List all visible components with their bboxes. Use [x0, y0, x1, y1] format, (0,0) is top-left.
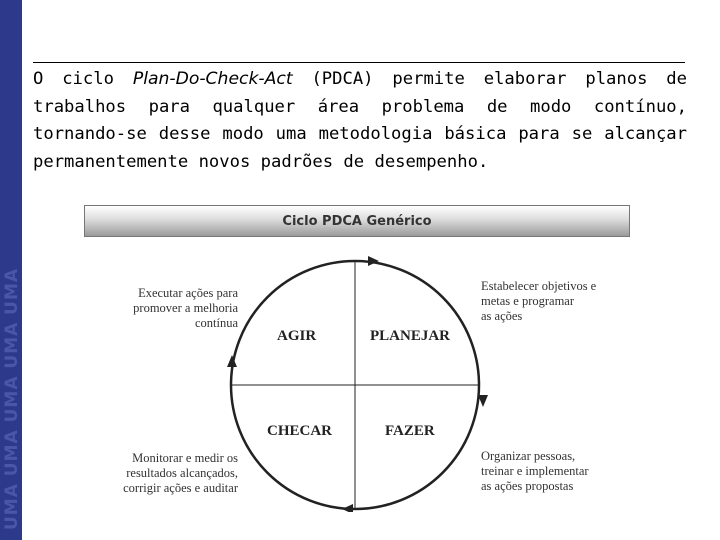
intro-text-start: O ciclo [33, 69, 133, 89]
note-checar: Monitorar e medir os resultados alcançados, corrigir ações e auditar [123, 451, 238, 495]
note-planejar: Estabelecer objetivos e metas e programar as ações [481, 279, 597, 323]
diagram-title: Ciclo PDCA Genérico [282, 214, 432, 229]
arrow-right-icon [478, 395, 488, 407]
intro-text-end: (PDCA) permite elaborar planos de trabalhos para qualquer área problema de modo contínuo, tornando-se desse modo uma metodologia básica para se alcançar permanentemente novos padrões de desempenho. [33, 69, 687, 172]
quadrant-agir: AGIR [277, 328, 317, 344]
intro-paragraph [33, 66, 687, 176]
quadrant-fazer: FAZER [385, 423, 435, 439]
pdca-diagram [78, 197, 638, 512]
quadrant-planejar: PLANEJAR [370, 328, 451, 344]
quadrant-checar: CHECAR [267, 423, 333, 439]
intro-term: Plan-Do-Check-Act [132, 69, 293, 89]
arrow-top-icon [368, 256, 379, 266]
sidebar-watermark: UMA UMA UMA UMA UMA [2, 267, 22, 530]
sidebar-decoration [0, 0, 22, 540]
note-agir: Executar ações para promover a melhoria contínua [133, 286, 238, 330]
title-rule [33, 62, 685, 63]
note-fazer: Organizar pessoas, treinar e implementar as ações propostas [481, 449, 589, 493]
